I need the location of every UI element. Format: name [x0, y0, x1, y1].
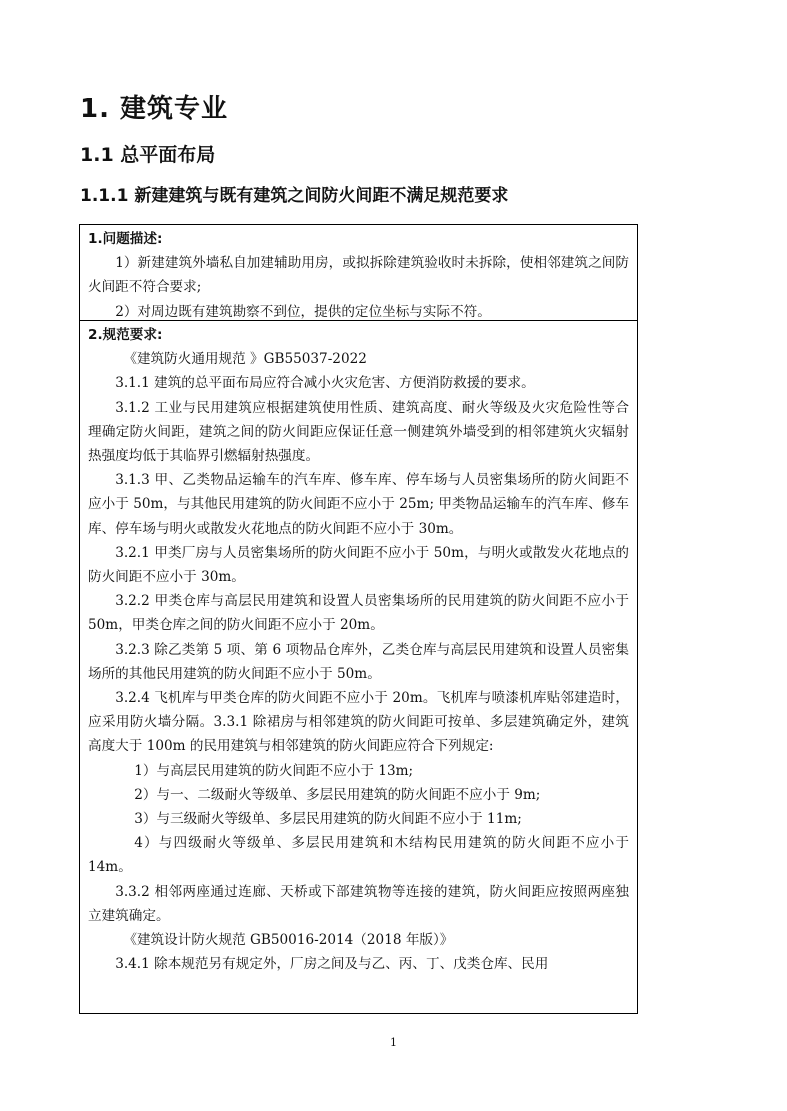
- problem-label: 1.问题描述:: [88, 231, 163, 247]
- clause: 3.1.1 建筑的总平面布局应符合减小火灾危害、方便消防救援的要求。: [115, 375, 535, 392]
- clause: 3.4.1 除本规范另有规定外，厂房之间及与乙、丙、丁、戊类仓库、民用: [115, 956, 549, 973]
- clause: 3.1.2 工业与民用建筑应根据建筑使用性质、建筑高度、耐火等级及火灾危险性等合理确定防火间距，建筑之间的防火间距应保证任意一侧建筑外墙受到的相邻建筑火灾辐射热强度均低于其临界引燃辐射热强度。: [88, 399, 629, 465]
- problem-item: 1）新建建筑外墙私自加建辅助用房，或拟拆除建筑验收时未拆除，使相邻建筑之间防火间距不符合要求;: [88, 255, 629, 296]
- spec-label: 2.规范要求:: [88, 327, 163, 343]
- page-number: 1: [390, 1036, 397, 1049]
- problem-item: 2）对周边既有建筑勘察不到位，提供的定位坐标与实际不符。: [115, 303, 491, 320]
- clause: 3.1.3 甲、乙类物品运输车的汽车库、修车库、停车场与人员密集场所的防火间距不应小于 50m，与其他民用建筑的防火间距不应小于 25m; 甲类物品运输车的汽车库、修车库、停车场与明火或散发火花地点的防火间距不应小于 30m。: [88, 472, 629, 537]
- clause: 3.2.3 除乙类第 5 项、第 6 项物品仓库外，乙类仓库与高层民用建筑和设置人员密集场所的其他民用建筑的防火间距不应小于 50m。: [88, 641, 629, 682]
- clause: 3.2.1 甲类厂房与人员密集场所的防火间距不应小于 50m，与明火或散发火花地点的防火间距不应小于 30m。: [88, 544, 629, 586]
- sub-item: 3）与三级耐火等级单、多层民用建筑的防火间距不应小于 11m;: [134, 811, 522, 828]
- clause: 3.2.4 飞机库与甲类仓库的防火间距不应小于 20m。飞机库与喷漆机库贴邻建造时，应采用防火墙分隔。3.3.1 除裙房与相邻建筑的防火间距可按单、多层建筑确定外，建筑高度大于 100m 的民用建筑与相邻建筑的防火间距应符合下列规定:: [88, 690, 629, 755]
- sub-item: 2）与一、二级耐火等级单、多层民用建筑的防火间距不应小于 9m;: [134, 786, 541, 803]
- sub-item: 1）与高层民用建筑的防火间距不应小于 13m;: [134, 762, 414, 779]
- problem-cell: [80, 225, 637, 321]
- clause: 3.2.2 甲类仓库与高层民用建筑和设置人员密集场所的民用建筑的防火间距不应小于 50m，甲类仓库之间的防火间距不应小于 20m。: [88, 593, 629, 634]
- standard-title: 《建筑设计防火规范 GB50016-2014（2018 年版）》: [123, 932, 454, 949]
- spec-cell: [80, 321, 637, 976]
- heading-level-3: 1.1.1 新建建筑与既有建筑之间防火间距不满足规范要求: [80, 186, 509, 206]
- heading-level-2: 1.1 总平面布局: [80, 144, 216, 166]
- clause: 3.3.2 相邻两座通过连廊、天桥或下部建筑物等连接的建筑，防火间距应按照两座独立建筑确定。: [88, 883, 629, 924]
- standard-title: 《建筑防火通用规范 》GB55037-2022: [123, 351, 367, 368]
- heading-level-1: 1. 建筑专业: [80, 94, 229, 124]
- content-table: [79, 224, 638, 1014]
- sub-item: 4）与四级耐火等级单、多层民用建筑和木结构民用建筑的防火间距不应小于 14m。: [88, 835, 629, 876]
